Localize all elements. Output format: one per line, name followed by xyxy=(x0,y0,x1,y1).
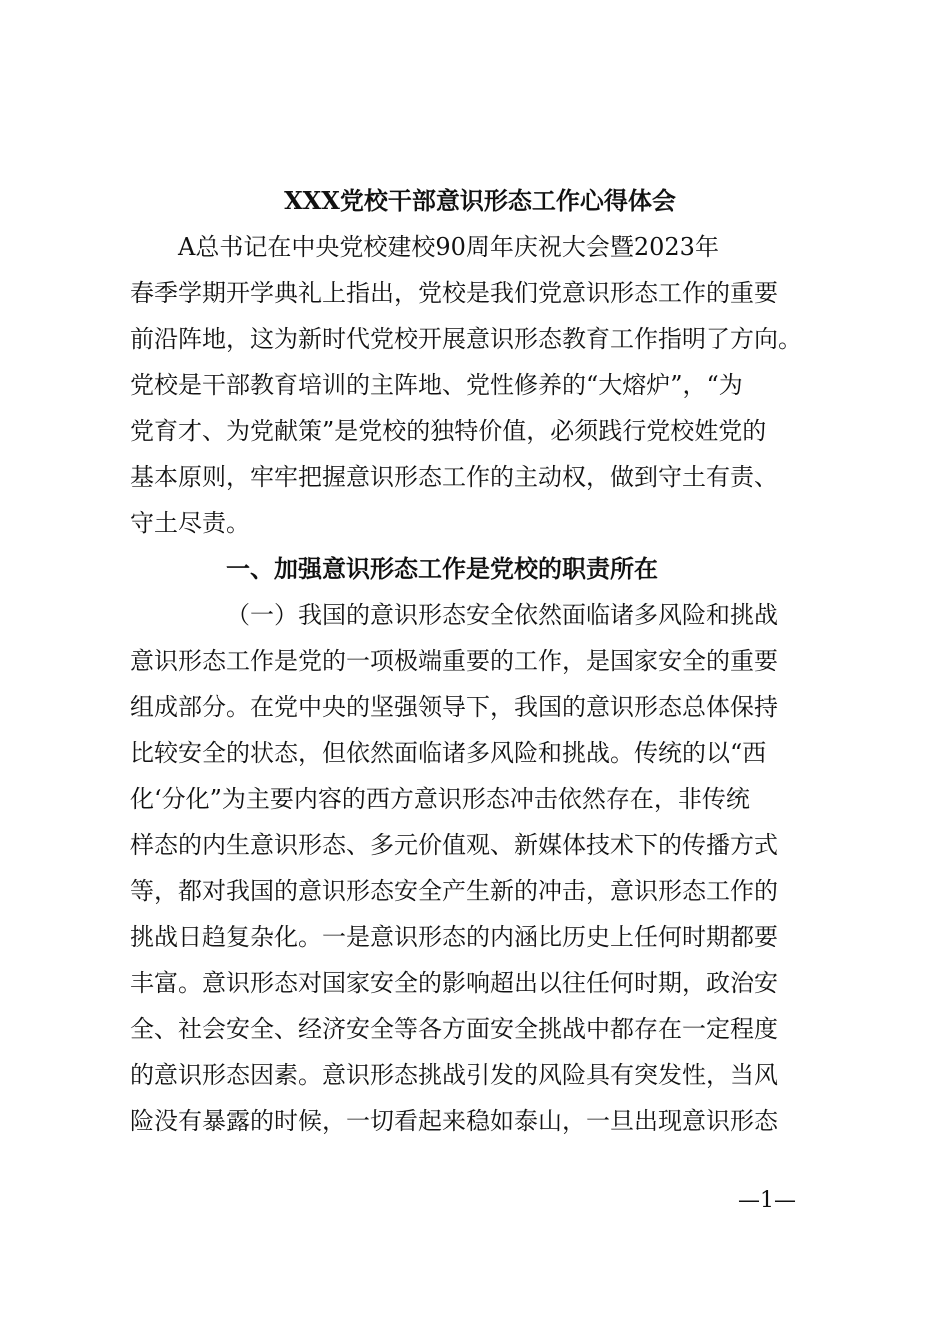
body-line: 化‘分化”为主要内容的西方意识形态冲击依然存在，非传统 xyxy=(130,785,750,813)
page-number: —1— xyxy=(738,1188,796,1213)
subsection-heading: （一）我国的意识形态安全依然面临诸多风险和挑战 xyxy=(226,601,778,629)
body-line: 全、社会安全、经济安全等各方面安全挑战中都存在一定程度 xyxy=(130,1015,778,1043)
intro-line: 前沿阵地，这为新时代党校开展意识形态教育工作指明了方向。 xyxy=(130,325,802,353)
intro-line: 党校是干部教育培训的主阵地、党性修养的“大熔炉”，“为 xyxy=(130,371,743,399)
body-line: 挑战日趋复杂化。一是意识形态的内涵比历史上任何时期都要 xyxy=(130,923,778,951)
body-line: 丰富。意识形态对国家安全的影响超出以往任何时期，政治安 xyxy=(130,969,778,997)
body-line: 比较安全的状态，但依然面临诸多风险和挑战。传统的以“西 xyxy=(130,739,767,767)
section-heading: 一、加强意识形态工作是党校的职责所在 xyxy=(226,555,658,583)
intro-line: A总书记在中央党校建校90周年庆祝大会暨2023年 xyxy=(178,233,719,261)
body-line: 等，都对我国的意识形态安全产生新的冲击，意识形态工作的 xyxy=(130,877,778,905)
body-line: 组成部分。在党中央的坚强领导下，我国的意识形态总体保持 xyxy=(130,693,778,721)
body-line: 险没有暴露的时候，一切看起来稳如泰山，一旦出现意识形态 xyxy=(130,1107,778,1135)
intro-line: 党育才、为党献策”是党校的独特价值，必须践行党校姓党的 xyxy=(130,417,767,445)
intro-line: 守土尽责。 xyxy=(130,509,250,537)
document-title: XXX党校干部意识形态工作心得体会 xyxy=(284,186,676,215)
body-line: 样态的内生意识形态、多元价值观、新媒体技术下的传播方式 xyxy=(130,831,778,859)
body-line: 意识形态工作是党的一项极端重要的工作，是国家安全的重要 xyxy=(130,647,778,675)
body-line: 的意识形态因素。意识形态挑战引发的风险具有突发性，当风 xyxy=(130,1061,778,1089)
intro-line: 春季学期开学典礼上指出，党校是我们党意识形态工作的重要 xyxy=(130,279,778,307)
intro-line: 基本原则，牢牢把握意识形态工作的主动权，做到守土有责、 xyxy=(130,463,778,491)
